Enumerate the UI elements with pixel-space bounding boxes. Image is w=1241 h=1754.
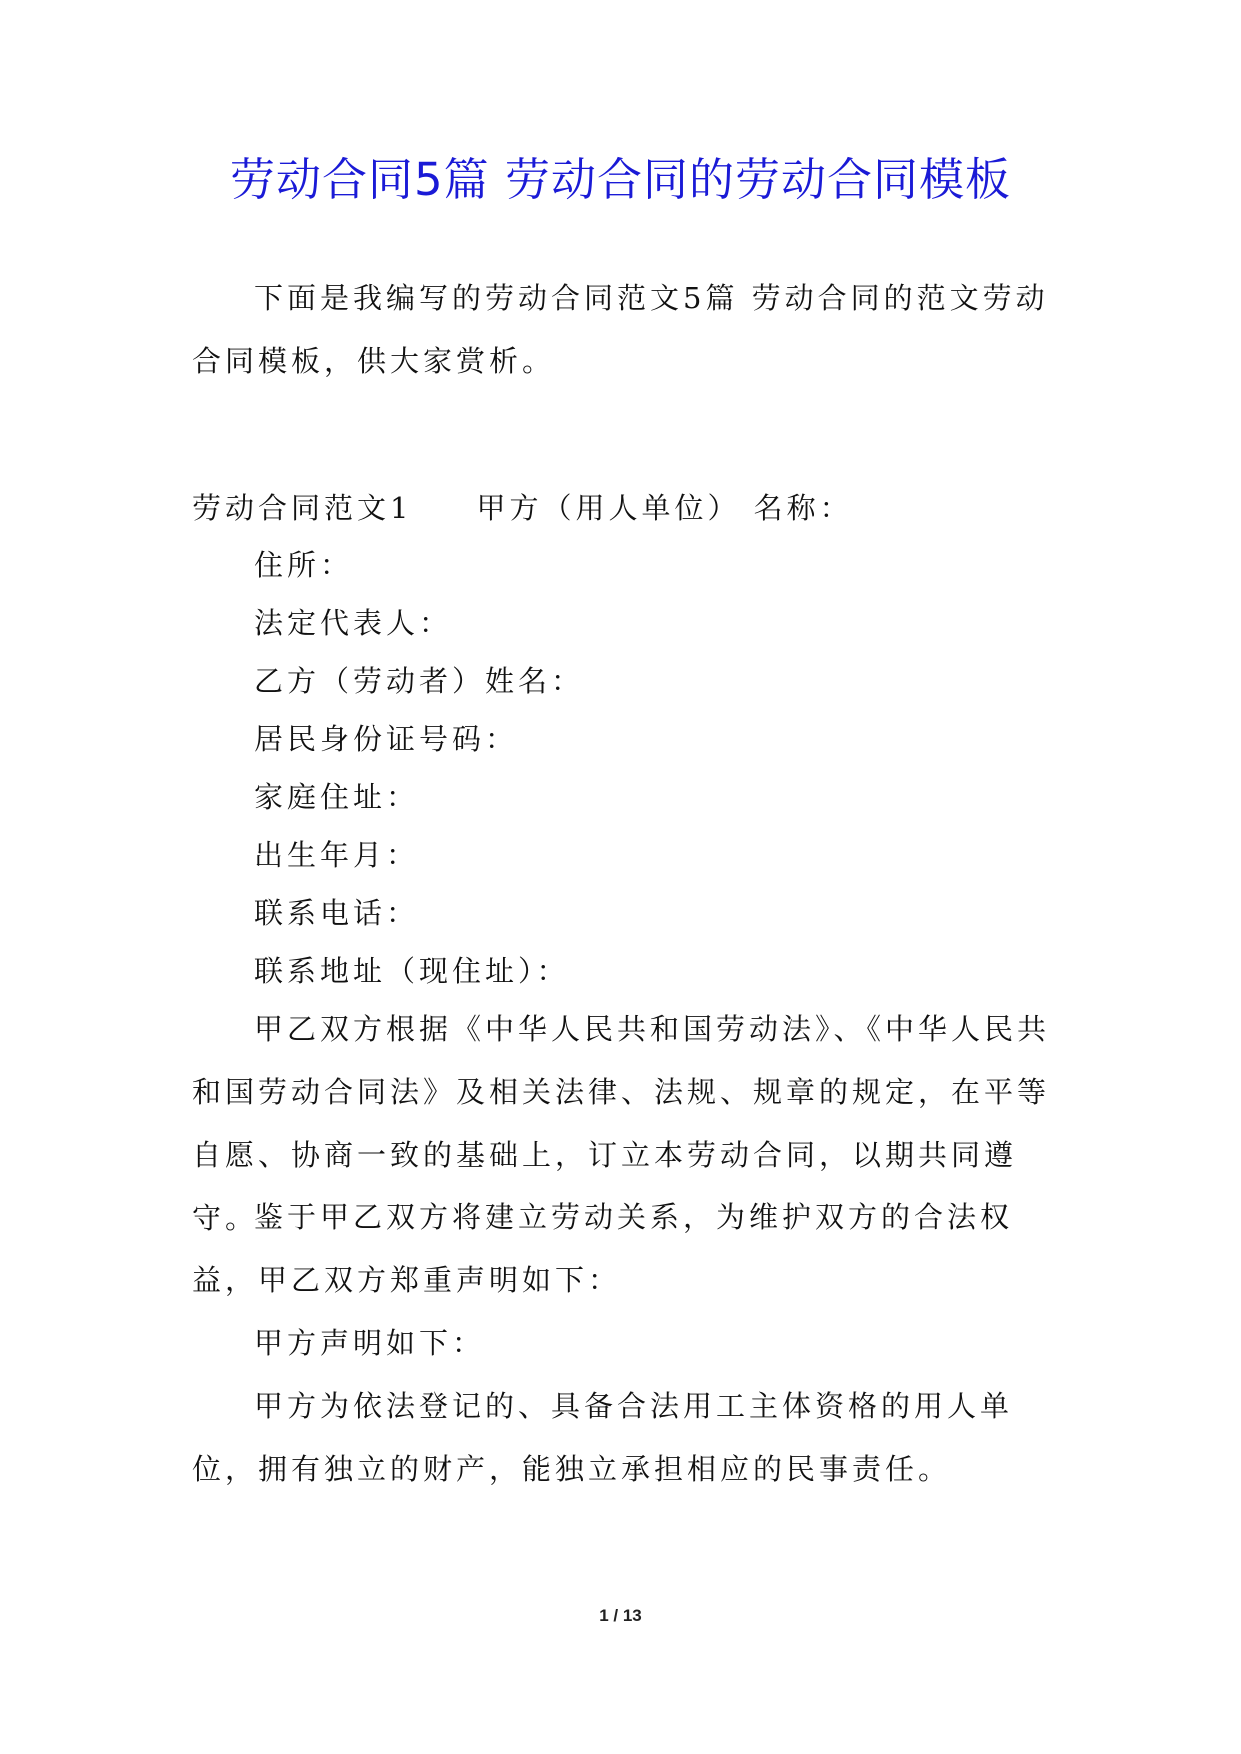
field-birth-date: 出生年月：	[254, 838, 420, 872]
page-number: 1 / 13	[599, 1606, 642, 1625]
body-paragraph-party-a-heading: 甲方声明如下：	[254, 1326, 486, 1360]
section-heading	[192, 488, 853, 528]
body-paragraph-declaration: 鉴于甲乙双方将建立劳动关系，为维护双方的合法权益，甲乙双方郑重声明如下：	[192, 1200, 1014, 1297]
section-label: 劳动合同范文1	[192, 491, 413, 525]
intro-paragraph: 下面是我编写的劳动合同范文5篇 劳动合同的范文劳动合同模板，供大家赏析。	[192, 281, 1049, 378]
field-id-number: 居民身份证号码：	[254, 722, 519, 756]
field-legal-representative: 法定代表人：	[254, 606, 453, 640]
body-paragraph-party-a-statement: 甲方为依法登记的、具备合法用工主体资格的用人单位，拥有独立的财产，能独立承担相应的民事责任。	[192, 1389, 1014, 1486]
field-home-address: 家庭住址：	[254, 780, 420, 814]
field-contact-address: 联系地址（现住址）：	[254, 954, 570, 988]
body-paragraph-basis: 甲乙双方根据《中华人民共和国劳动法》、《中华人民共和国劳动合同法》及相关法律、法规、规章的规定，在平等自愿、协商一致的基础上，订立本劳动合同，以期共同遵守。	[192, 1012, 1051, 1235]
field-party-b-name: 乙方（劳动者）姓名：	[254, 664, 585, 698]
party-a-name-label: 甲方（用人单位） 名称：	[476, 491, 853, 525]
field-address: 住所：	[254, 548, 354, 582]
document-title: 劳动合同5篇 劳动合同的劳动合同模板	[230, 153, 1011, 206]
field-phone: 联系电话：	[254, 896, 420, 930]
